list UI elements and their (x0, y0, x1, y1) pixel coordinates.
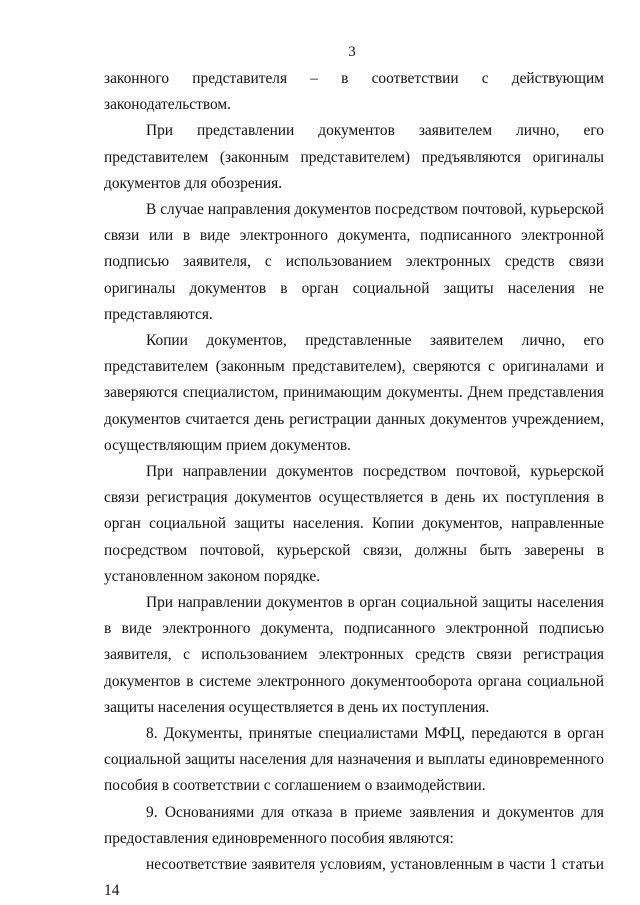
page-number: 3 (348, 44, 356, 60)
paragraph-electronic-registration: При направлении документов в орган социальной защиты населения в виде электронного документа, подписанного электронной подписью заявителя, с использованием электронных средств связи регистрация документов в системе электронного документооборота органа социальной защиты населения осуществляется в день их поступления. (104, 594, 604, 716)
document-body (104, 66, 604, 905)
paragraph-item-9: 9. Основаниями для отказа в приеме заявления и документов для предоставления единовременного пособия являются: (104, 803, 604, 847)
paragraph-item-8: 8. Документы, принятые специалистами МФЦ, передаются в орган социальной защиты населения для назначения и выплаты единовременного пособия в соответствии с соглашением о взаимодействии. (104, 725, 604, 795)
paragraph-originals-presentation: При представлении документов заявителем лично, его представителем (законным представителем) предъявляются оригиналы документов для обозрения. (104, 122, 604, 192)
paragraph-copies-verification: Копии документов, представленные заявителем лично, его представителем (законным представителем), сверяются с оригиналами и заверяются специалистом, принимающим документы. Днем представления документов считается день регистрации данных документов учреждением, осуществляющим прием документов. (104, 332, 604, 454)
paragraph-postal-registration: При направлении документов посредством почтовой, курьерской связи регистрация документов осуществляется в день их поступления в орган социальной защиты населения. Копии документов, направленные посредством почтовой, курьерской связи, должны быть заверены в установленном законом порядке. (104, 463, 604, 585)
paragraph-refusal-ground-1: несоответствие заявителя условиям, установленным в части 1 статьи 14 (104, 856, 604, 900)
paragraph-postal-electronic-originals: В случае направления документов посредством почтовой, курьерской связи или в виде электронного документа, подписанного электронной подписью заявителя, с использованием электронных средств связи оригиналы документов в орган социальной защиты населения не представляются. (104, 201, 604, 323)
paragraph-continuation: законного представителя – в соответствии с действующим законодательством. (104, 70, 604, 114)
